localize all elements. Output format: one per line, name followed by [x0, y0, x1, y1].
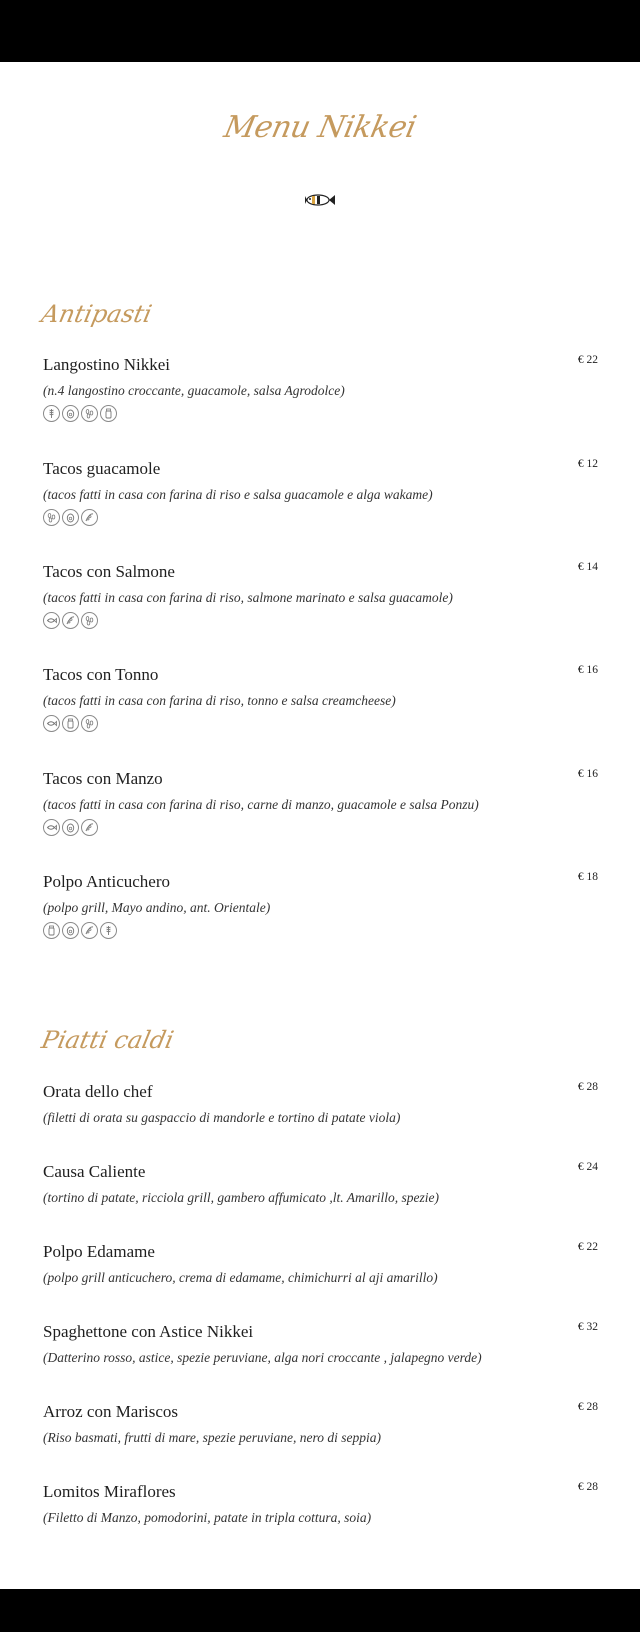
jar-icon [62, 715, 79, 732]
item-description: (polpo grill, Mayo andino, ant. Orientale) [43, 900, 271, 915]
page-title: Menu Nikkei [220, 110, 420, 145]
item-price: € 32 [577, 1321, 598, 1333]
soy-icon [81, 509, 98, 526]
item-price: € 28 [577, 1081, 598, 1093]
jar-icon [100, 405, 117, 422]
soy-icon [81, 922, 98, 939]
item-name: Tacos con Tonno [43, 665, 159, 684]
item-description: (tacos fatti in casa con farina di riso, salmone marinato e salsa guacamole) [43, 590, 453, 605]
item-price: € 12 [577, 458, 598, 470]
allergen-icons [43, 715, 598, 732]
menu-item [43, 768, 598, 836]
jar-icon [43, 922, 60, 939]
menu-item [43, 1321, 598, 1367]
sesame-icon [43, 509, 60, 526]
item-name: Tacos con Salmone [43, 562, 175, 581]
item-description: (n.4 langostino croccante, guacamole, salsa Agrodolce) [43, 383, 345, 398]
item-price: € 16 [577, 664, 598, 676]
sesame-icon [81, 612, 98, 629]
item-name: Orata dello chef [43, 1082, 153, 1101]
menu-item [43, 871, 598, 939]
item-price: € 28 [577, 1481, 598, 1493]
menu-item [43, 1481, 598, 1527]
allergen-icons [43, 819, 598, 836]
wheat-icon [43, 405, 60, 422]
menu-item [43, 1401, 598, 1447]
allergen-icons [43, 612, 598, 629]
item-price: € 14 [577, 561, 598, 573]
item-description: (Riso basmati, frutti di mare, spezie peruviane, nero di seppia) [43, 1430, 381, 1445]
item-description: (tacos fatti in casa con farina di riso, tonno e salsa creamcheese) [43, 693, 396, 708]
fish-icon [43, 715, 60, 732]
menu-item [43, 561, 598, 629]
item-description: (tacos fatti in casa con farina di riso e salsa guacamole e alga wakame) [43, 487, 433, 502]
bottom-black-bar [0, 1589, 640, 1632]
item-description: (tortino di patate, ricciola grill, gambero affumicato ,lt. Amarillo, spezie) [43, 1190, 439, 1205]
soy-icon [81, 819, 98, 836]
egg-icon [62, 922, 79, 939]
fish-logo-icon [305, 192, 335, 208]
menu-item [43, 1241, 598, 1287]
item-price: € 16 [577, 768, 598, 780]
menu-item [43, 1081, 598, 1127]
sesame-icon [81, 405, 98, 422]
item-description: (Datterino rosso, astice, spezie peruviane, alga nori croccante , jalapegno verde) [43, 1350, 482, 1365]
item-name: Langostino Nikkei [43, 355, 171, 374]
item-price: € 22 [577, 354, 598, 366]
fish-icon [43, 612, 60, 629]
item-name: Polpo Anticuchero [43, 872, 171, 891]
item-description: (filetti di orata su gaspaccio di mandorle e tortino di patate viola) [43, 1110, 401, 1125]
item-price: € 22 [577, 1241, 598, 1253]
item-name: Polpo Edamame [43, 1242, 155, 1261]
item-name: Lomitos Miraflores [43, 1482, 176, 1501]
item-price: € 18 [577, 871, 598, 883]
item-name: Spaghettone con Astice Nikkei [43, 1322, 254, 1341]
item-name: Tacos guacamole [43, 459, 161, 478]
allergen-icons [43, 922, 598, 939]
item-name: Causa Caliente [43, 1162, 146, 1181]
item-description: (tacos fatti in casa con farina di riso, carne di manzo, guacamole e salsa Ponzu) [43, 797, 479, 812]
item-description: (polpo grill anticuchero, crema di edamame, chimichurri al aji amarillo) [43, 1270, 438, 1285]
allergen-icons [43, 509, 598, 526]
item-name: Arroz con Mariscos [43, 1402, 179, 1421]
egg-icon [62, 819, 79, 836]
allergen-icons [43, 405, 598, 422]
menu-item [43, 1161, 598, 1207]
section-title: Piatti caldi [39, 1026, 177, 1054]
wheat-icon [100, 922, 117, 939]
menu-item [43, 458, 598, 526]
soy-icon [62, 612, 79, 629]
item-price: € 28 [577, 1401, 598, 1413]
fish-icon [43, 819, 60, 836]
item-description: (Filetto di Manzo, pomodorini, patate in tripla cottura, soia) [43, 1510, 372, 1525]
egg-icon [62, 509, 79, 526]
sesame-icon [81, 715, 98, 732]
section-title: Antipasti [39, 300, 155, 328]
top-black-bar [0, 0, 640, 62]
egg-icon [62, 405, 79, 422]
item-price: € 24 [577, 1161, 598, 1173]
menu-item [43, 354, 598, 422]
menu-item [43, 664, 598, 732]
item-name: Tacos con Manzo [43, 769, 163, 788]
